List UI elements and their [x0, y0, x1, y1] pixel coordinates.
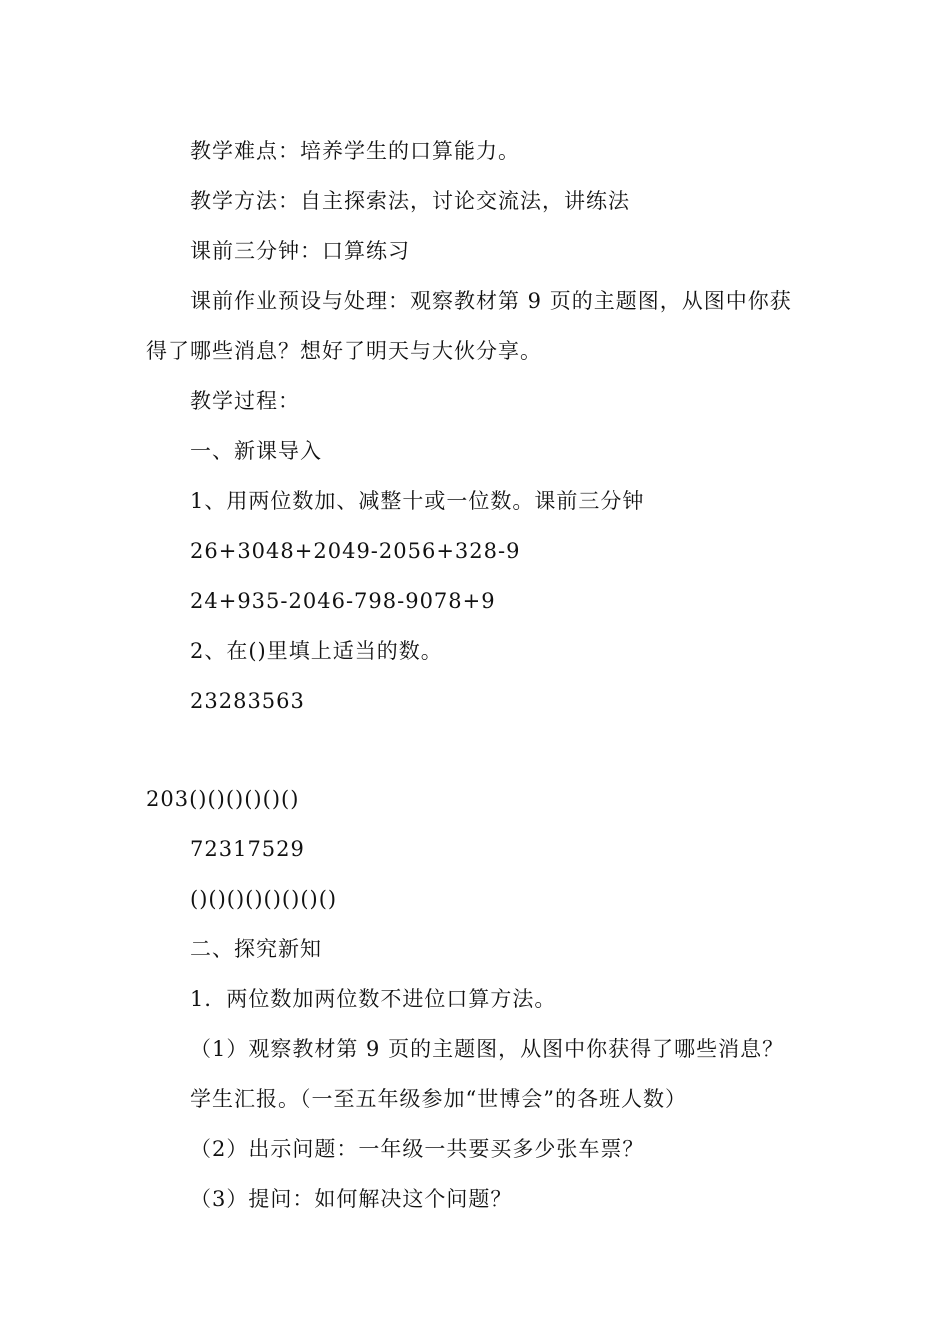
homework-line-continued: 得了哪些消息？想好了明天与大伙分享。 [146, 339, 542, 363]
step-two-line: （2）出示问题：一年级一共要买多少张车票？ [190, 1137, 645, 1161]
process-heading: 教学过程： [190, 389, 300, 413]
exercise-one-row-1: 26+3048+2049-2056+328-9 [190, 539, 521, 563]
teaching-difficulty-line: 教学难点：培养学生的口算能力。 [190, 139, 520, 163]
section-two-heading: 二、探究新知 [190, 937, 322, 961]
exercise-two-label: 2、在()里填上适当的数。 [190, 639, 443, 663]
warmup-line: 课前三分钟：口算练习 [190, 239, 410, 263]
method-heading: 1．两位数加两位数不进位口算方法。 [190, 987, 557, 1011]
teaching-method-line: 教学方法：自主探索法，讨论交流法，讲练法 [190, 189, 630, 213]
exercise-one-row-2: 24+935-2046-798-9078+9 [190, 589, 496, 613]
step-one-line: （1）观察教材第 9 页的主题图，从图中你获得了哪些消息？ [190, 1037, 785, 1061]
exercise-two-row-2: 203()()()()()() [146, 787, 300, 811]
step-three-line: （3）提问：如何解决这个问题？ [190, 1187, 513, 1211]
student-report-line: 学生汇报。（一至五年级参加“世博会”的各班人数） [190, 1087, 687, 1111]
exercise-one-label: 1、用两位数加、减整十或一位数。课前三分钟 [190, 489, 645, 513]
exercise-two-row-1: 23283563 [190, 689, 305, 713]
exercise-two-row-4: ()()()()()()()() [190, 887, 338, 911]
homework-line: 课前作业预设与处理：观察教材第 9 页的主题图，从图中你获 [190, 289, 792, 313]
exercise-two-row-3: 72317529 [190, 837, 305, 861]
section-one-heading: 一、新课导入 [190, 439, 322, 463]
